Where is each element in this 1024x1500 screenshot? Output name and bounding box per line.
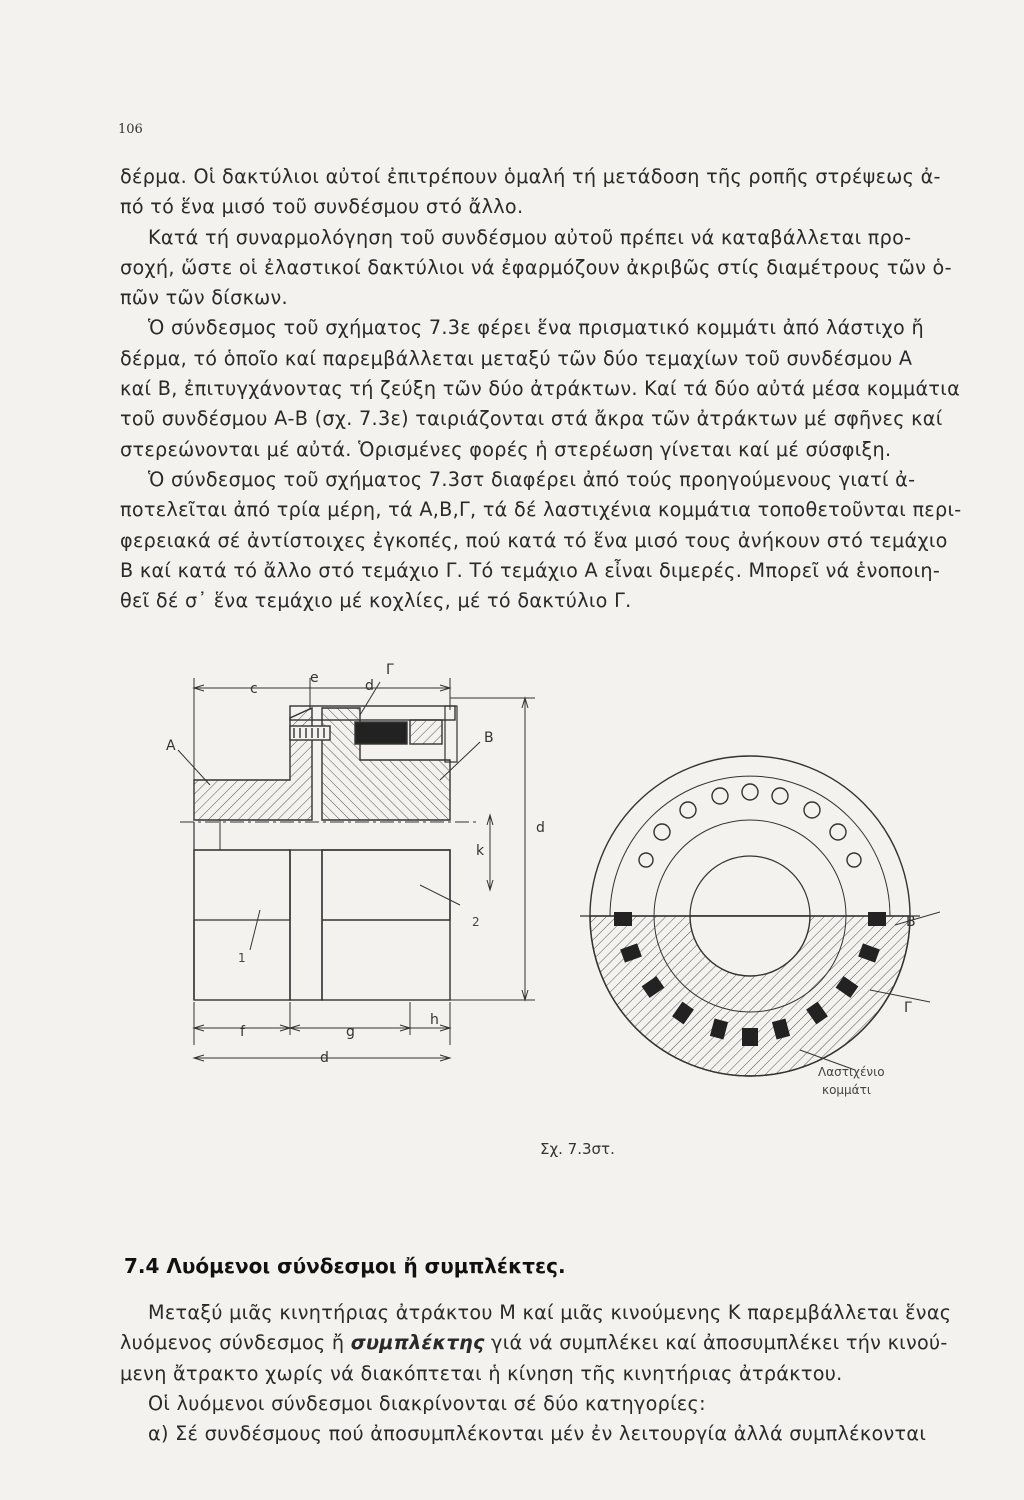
text-line: πό τό ἕνα μισό τοῦ συνδέσμου στό ἄλλο.: [120, 195, 524, 219]
bottom-text-block: [120, 1298, 960, 1449]
paragraph-4: [120, 465, 960, 616]
text-line: μενη ἄτρακτο χωρίς νά διακόπτεται ἡ κίνηση τῆς κινητήριας ἀτράκτου.: [120, 1361, 843, 1385]
text-line: Ὁ σύνδεσμος τοῦ σχήματος 7.3στ διαφέρει ἀπό τούς προηγούμενους γιατί ἀ-: [148, 467, 916, 491]
label-d-top: d: [365, 678, 374, 694]
label-2: 2: [472, 915, 480, 929]
section-view: [178, 678, 535, 1061]
text-line: Μεταξύ μιᾶς κινητήριας ἀτράκτου Μ καί μιᾶς κινούμενης Κ παρεμβάλλεται ἕνας: [148, 1301, 952, 1324]
label-f: f: [240, 1024, 245, 1040]
figure-caption: Σχ. 7.3στ.: [540, 1140, 615, 1158]
label-a: A: [166, 738, 176, 754]
label-g: g: [346, 1024, 355, 1040]
text-line: δέρμα. Οἱ δακτύλιοι αὐτοί ἐπιτρέπουν ὁμαλή τή μετάδοση τῆς ροπῆς στρέψεως ἀ-: [120, 165, 941, 188]
paragraph-1: [120, 162, 960, 223]
text-run: λυόμενος σύνδεσμος ἤ: [120, 1331, 351, 1355]
label-gamma-top: Γ: [386, 662, 394, 678]
text-line: Κατά τή συναρμολόγηση τοῦ συνδέσμου αὐτοῦ πρέπει νά καταβάλλεται προ-: [148, 225, 912, 249]
label-k: k: [476, 843, 485, 859]
label-1: 1: [238, 951, 246, 965]
text-line: φερειακά σέ ἀντίστοιχες ἐγκοπές, πού κατά τό ἕνα μισό τους ἀνήκουν στό τεμάχιο: [120, 528, 948, 552]
text-run: γιά νά συμπλέκει καί ἀποσυμπλέκει τήν κινού-: [484, 1331, 948, 1355]
paragraph-3: [120, 313, 960, 464]
paragraph-2: [120, 223, 960, 314]
text-line: τοῦ συνδέσμου Α-Β (σχ. 7.3ε) ταιριάζονται στά ἄκρα τῶν ἀτράκτων μέ σφῆνες καί: [120, 407, 943, 431]
text-line: [120, 1328, 960, 1358]
section-paragraph-1: [120, 1298, 960, 1389]
label-rubber-1: Λαστιχένιο: [818, 1065, 885, 1079]
coupling-figure: [150, 650, 940, 1170]
text-line: Ὁ σύνδεσμος τοῦ σχήματος 7.3ε φέρει ἕνα πρισματικό κομμάτι ἀπό λάστιχο ἤ: [148, 316, 924, 340]
label-b: B: [484, 730, 494, 746]
text-line: καί Β, ἐπιτυγχάνοντας τή ζεύξη τῶν δύο ἀτράκτων. Καί τά δύο αὐτά μέσα κομμάτια: [120, 377, 961, 401]
text-line: δέρμα, τό ὁποῖο καί παρεμβάλλεται μεταξύ τῶν δύο τεμαχίων τοῦ συνδέσμου Α: [120, 346, 913, 370]
text-line: Οἱ λυόμενοι σύνδεσμοι διακρίνονται σέ δύο κατηγορίες:: [148, 1391, 706, 1415]
end-view: [580, 756, 940, 1076]
text-line: θεῖ δέ σ᾽ ἕνα τεμάχιο μέ κοχλίες, μέ τό δακτύλιο Γ.: [120, 589, 632, 613]
label-end-gamma: Γ: [904, 1000, 912, 1016]
key-term: συμπλέκτης: [350, 1331, 485, 1355]
text-line: σοχή, ὥστε οἱ ἐλαστικοί δακτύλιοι νά ἐφαρμόζουν ἀκριβῶς στίς διαμέτρους τῶν ὁ-: [120, 255, 952, 279]
label-d-bottom: d: [320, 1050, 329, 1066]
text-line: στερεώνονται μέ αὐτά. Ὁρισμένες φορές ἡ στερέωση γίνεται καί μέ σύσφιξη.: [120, 437, 892, 461]
label-end-b: B: [906, 914, 916, 930]
text-line: α) Σέ συνδέσμους πού ἀποσυμπλέκονται μέν ἐν λειτουργία ἀλλά συμπλέκονται: [148, 1422, 927, 1446]
label-h: h: [430, 1012, 439, 1028]
top-text-block: [120, 162, 960, 616]
page-number: 106: [118, 122, 143, 137]
label-e: e: [310, 670, 319, 686]
text-line: πῶν τῶν δίσκων.: [120, 286, 288, 310]
text-line: Β καί κατά τό ἄλλο στό τεμάχιο Γ. Τό τεμάχιο Α εἶναι διμερές. Μπορεῖ νά ἑνοποιη-: [120, 558, 941, 582]
coupling-drawing: [150, 650, 940, 1140]
label-rubber-2: κομμάτι: [822, 1083, 871, 1097]
section-title: 7.4 Λυόμενοι σύνδεσμοι ἤ συμπλέκτες.: [124, 1254, 566, 1278]
label-d-right: d: [536, 820, 545, 836]
section-paragraph-2: [120, 1389, 960, 1450]
text-line: ποτελεῖται ἀπό τρία μέρη, τά Α,Β,Γ, τά δέ λαστιχένια κομμάτια τοποθετοῦνται περι-: [120, 498, 962, 522]
label-c: c: [250, 681, 258, 697]
